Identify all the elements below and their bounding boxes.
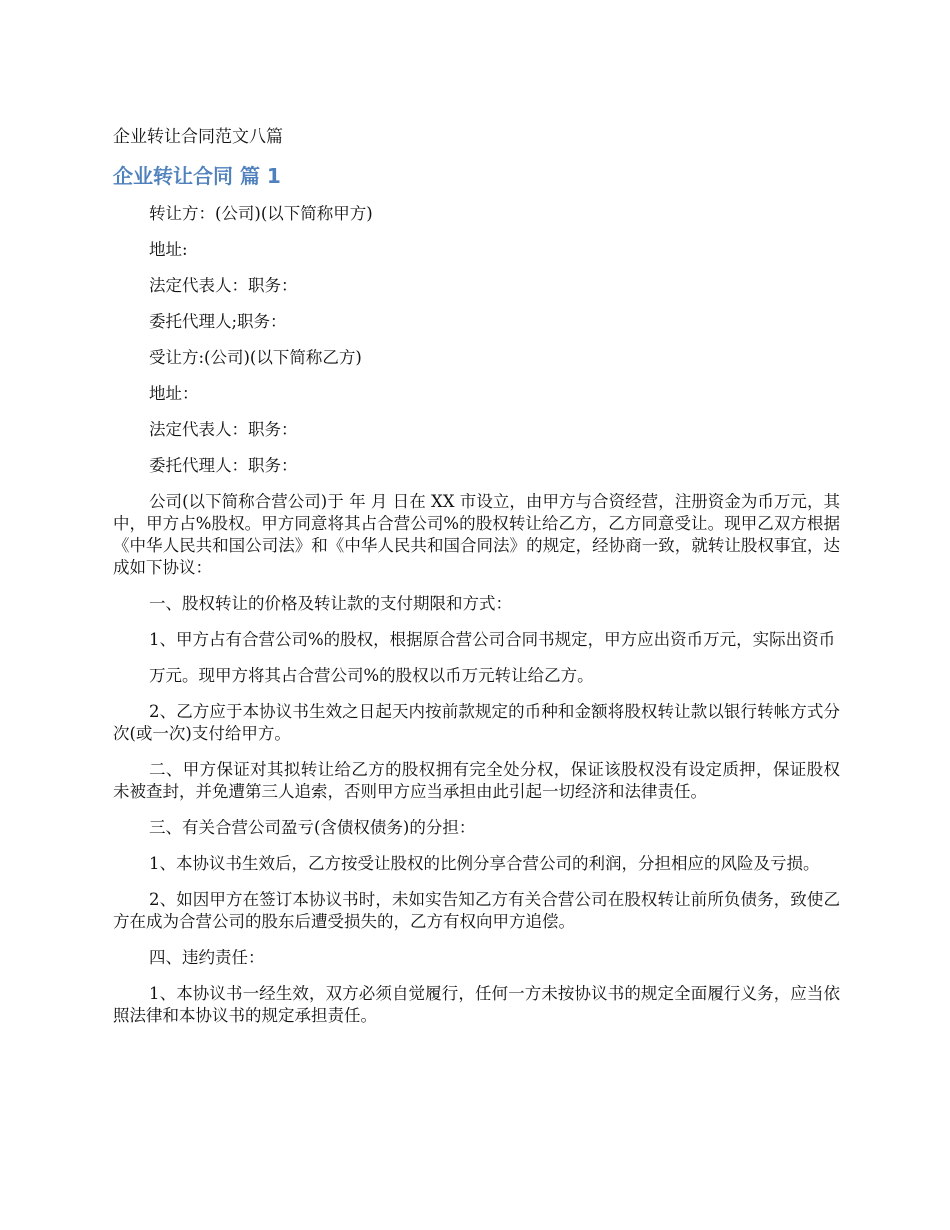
paragraph-transferor-legal-rep: 法定代表人：职务： [149, 276, 298, 295]
paragraph-transferor: 转让方：(公司)(以下简称甲方) [149, 204, 373, 223]
paragraph-clause-4-heading: 四、违约责任： [149, 948, 265, 967]
document-body [113, 203, 840, 1041]
paragraph-transferor-address: 地址: [149, 240, 188, 259]
paragraph-clause-3-heading: 三、有关合营公司盈亏(含债权债务)的分担： [149, 818, 476, 837]
section-heading: 企业转让合同 篇 1 [113, 164, 281, 188]
paragraph-clause-1-heading: 一、股权转让的价格及转让款的支付期限和方式： [149, 594, 512, 613]
paragraph-transferor-agent: 委托代理人;职务： [149, 312, 287, 331]
paragraph-clause-3-2: 2、如因甲方在签订本协议书时，未如实告知乙方有关合营公司在股权转让前所负债务，致使乙方在成为合营公司的股东后遭受损失的，乙方有权向甲方追偿。 [113, 890, 840, 931]
paragraph-clause-4-1: 1、本协议书一经生效，双方必须自觉履行，任何一方未按协议书的规定全面履行义务，应当依照法律和本协议书的规定承担责任。 [113, 984, 840, 1025]
paragraph-transferee-legal-rep: 法定代表人：职务： [149, 420, 298, 439]
paragraph-transferee: 受让方:(公司)(以下简称乙方) [149, 348, 362, 367]
paragraph-clause-3-1: 1、本协议书生效后，乙方按受让股权的比例分享合营公司的利润，分担相应的风险及亏损。 [149, 854, 820, 873]
paragraph-transferee-address: 地址： [149, 384, 199, 403]
paragraph-preamble: 公司(以下简称合营公司)于 年 月 日在 XX 市设立，由甲方与合资经营，注册资金为币万元，其中，甲方占%股权。甲方同意将其占合营公司%的股权转让给乙方，乙方同意受让。现甲乙双方根据《中华人民共和国公司法》和《中华人民共和国合同法》的规定，经协商一致，就转让股权事宜，达成如下协议： [113, 492, 840, 577]
paragraph-clause-1-1: 1、甲方占有合营公司%的股权，根据原合营公司合同书规定，甲方应出资币万元，实际出资币 [149, 630, 836, 649]
paragraph-clause-1-1-cont: 万元。现甲方将其占合营公司%的股权以币万元转让给乙方。 [149, 666, 594, 685]
document-title: 企业转让合同范文八篇 [113, 127, 283, 147]
paragraph-clause-2: 二、甲方保证对其拟转让给乙方的股权拥有完全处分权，保证该股权没有设定质押，保证股权未被查封，并免遭第三人追索，否则甲方应当承担由此引起一切经济和法律责任。 [113, 760, 840, 801]
paragraph-transferee-agent: 委托代理人：职务： [149, 456, 298, 475]
paragraph-clause-1-2: 2、乙方应于本协议书生效之日起天内按前款规定的币种和金额将股权转让款以银行转帐方式分次(或一次)支付给甲方。 [113, 702, 840, 743]
